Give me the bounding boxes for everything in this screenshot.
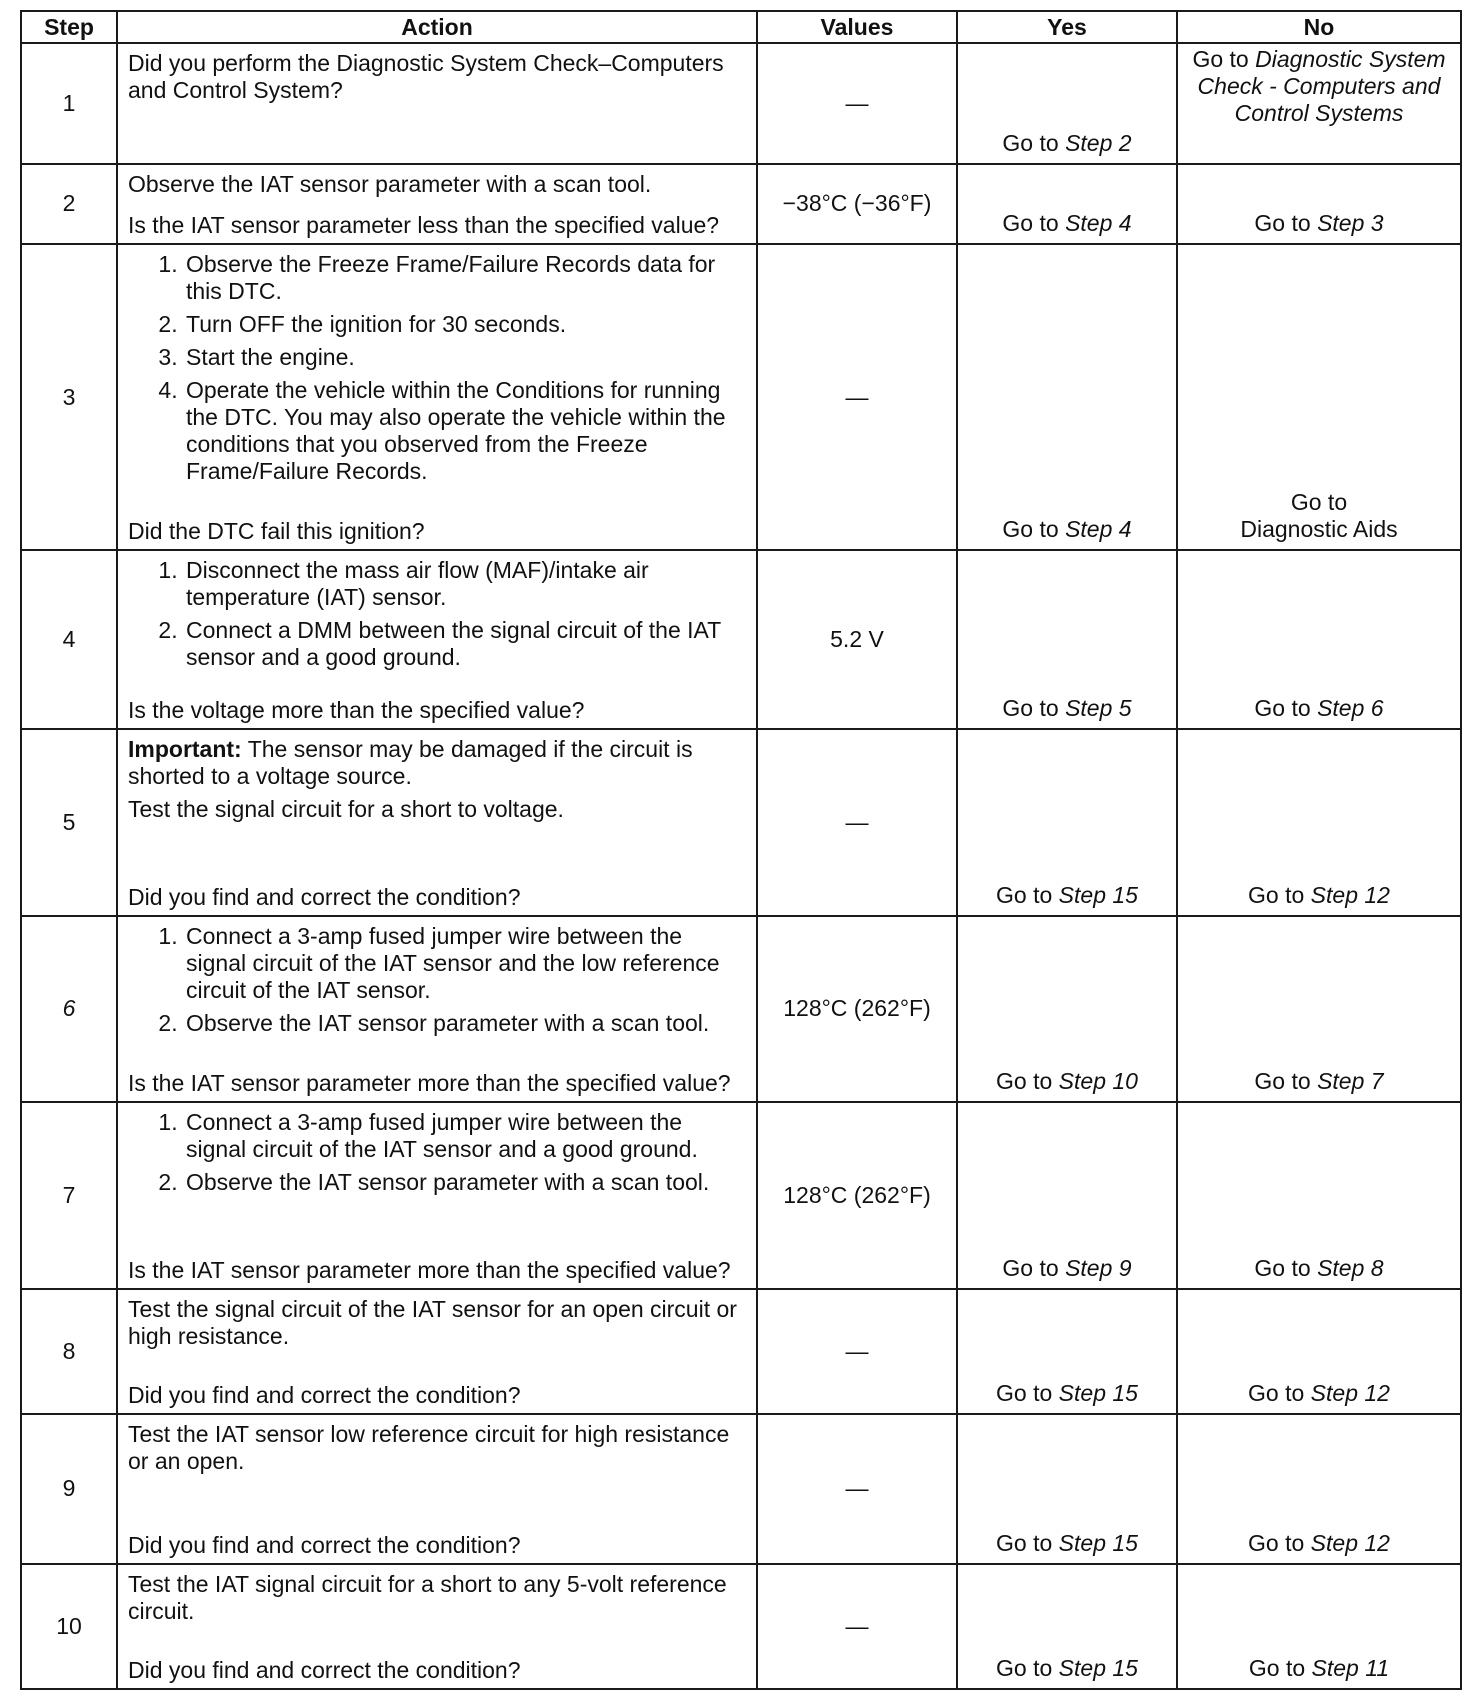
no-goto-text: Go to (1254, 1254, 1318, 1281)
value-cell: −38°C (−36°F) (757, 164, 957, 244)
table-row (21, 916, 1461, 1102)
step-number: 4 (21, 550, 117, 729)
no-cell (1177, 164, 1461, 244)
action-step-item: 2. Connect a DMM between the signal circuit of the IAT sensor and a good ground. (184, 617, 748, 671)
action-step-item: 1. Observe the Freeze Frame/Failure Records data for this DTC. (184, 251, 748, 305)
spacer (128, 204, 748, 212)
no-goto-text: Go to (1248, 1655, 1312, 1681)
yes-goto-text: Go to (996, 1529, 1059, 1556)
header-action: Action (117, 11, 757, 43)
no-goto-link[interactable]: Step 12 (1310, 881, 1390, 908)
action-step-item: 2. Observe the IAT sensor parameter with a scan tool. (184, 1169, 748, 1196)
important-label: Important: (128, 736, 242, 763)
action-steps-list (128, 1109, 748, 1202)
no-cell (1177, 550, 1461, 729)
step-number: 7 (21, 1102, 117, 1288)
yes-goto-link[interactable]: Step 5 (1065, 695, 1132, 722)
no-goto-link[interactable]: Step 11 (1311, 1655, 1390, 1681)
no-goto-link[interactable]: Step 8 (1317, 1254, 1384, 1281)
yes-cell (957, 729, 1177, 915)
table-row (21, 550, 1461, 729)
yes-goto-text: Go to (1002, 129, 1066, 156)
diagnostic-table-sheet (20, 10, 1460, 1690)
no-goto-link[interactable]: Diagnostic System Check - Computers and Control Systems (1197, 46, 1446, 126)
value-cell: — (757, 244, 957, 550)
spacer (128, 829, 748, 883)
yes-goto-text: Go to (996, 1655, 1059, 1681)
important-note (128, 736, 748, 790)
action-step-item: 4. Operate the vehicle within the Conditions for running the DTC. You may also operate the vehicle within the conditions that you observed from the Freeze Frame/Failure Records. (184, 377, 748, 485)
action-steps-list (128, 557, 748, 677)
action-cell (117, 244, 757, 550)
no-goto-link[interactable]: Step 12 (1310, 1379, 1390, 1406)
action-instruction: Observe the IAT sensor parameter with a scan tool. (128, 170, 652, 197)
action-content (128, 1571, 748, 1684)
yes-goto-text: Go to (1002, 1254, 1066, 1281)
value-cell: — (757, 1414, 957, 1564)
table-row (21, 1289, 1461, 1414)
no-goto-link[interactable]: Step 12 (1310, 1529, 1390, 1556)
action-step-item: 1. Connect a 3-amp fused jumper wire between the signal circuit of the IAT sensor and a good ground. (184, 1109, 748, 1163)
no-goto-text: Go to (1290, 489, 1348, 516)
header-yes: Yes (957, 11, 1177, 43)
no-goto-target[interactable]: Diagnostic Aids (1240, 516, 1398, 543)
action-cell (117, 1102, 757, 1288)
no-cell (1177, 916, 1461, 1102)
value-cell: 128°C (262°F) (757, 1102, 957, 1288)
no-cell (1177, 1102, 1461, 1288)
spacer (128, 1631, 748, 1657)
yes-cell (957, 43, 1177, 164)
diagnostic-table (20, 10, 1462, 1690)
yes-goto-link[interactable]: Step 15 (1058, 1529, 1138, 1556)
action-step-item: 2. Turn OFF the ignition for 30 seconds. (184, 311, 748, 338)
action-content (128, 171, 748, 239)
step-number: 8 (21, 1289, 117, 1414)
header-values: Values (757, 11, 957, 43)
yes-cell (957, 1102, 1177, 1288)
table-row (21, 1102, 1461, 1288)
no-goto-text: Go to (1248, 881, 1311, 908)
action-question: Did you find and correct the condition? (128, 1531, 521, 1558)
yes-goto-text: Go to (996, 1379, 1059, 1406)
action-instruction: Test the IAT sensor low reference circuit for high resistance or an open. (128, 1420, 730, 1474)
table-row (21, 244, 1461, 550)
no-cell (1177, 244, 1461, 550)
action-steps-list (128, 923, 748, 1043)
value-cell: — (757, 1564, 957, 1689)
spacer (128, 1481, 748, 1532)
no-goto-link[interactable]: Step 6 (1317, 695, 1384, 722)
action-step-item: 2. Observe the IAT sensor parameter with a scan tool. (184, 1010, 748, 1037)
no-cell (1177, 1289, 1461, 1414)
action-step-item: 3. Start the engine. (184, 344, 748, 371)
step-number: 10 (21, 1564, 117, 1689)
action-content (128, 557, 748, 724)
action-content (128, 1296, 748, 1409)
action-content (128, 50, 748, 159)
yes-goto-link[interactable]: Step 9 (1065, 1254, 1132, 1281)
yes-goto-text: Go to (1002, 516, 1066, 543)
no-goto-text: Go to (1248, 1529, 1311, 1556)
action-cell (117, 1564, 757, 1689)
action-cell (117, 729, 757, 915)
action-content (128, 1109, 748, 1283)
table-row (21, 1414, 1461, 1564)
action-instruction: Did you perform the Diagnostic System Check–Computers and Control System? (128, 50, 724, 103)
action-cell (117, 916, 757, 1102)
action-content (128, 251, 748, 545)
value-cell: — (757, 729, 957, 915)
spacer (128, 1049, 748, 1070)
yes-goto-text: Go to (1002, 695, 1066, 722)
table-row (21, 729, 1461, 915)
value-cell: — (757, 1289, 957, 1414)
header-step: Step (21, 11, 117, 43)
yes-cell (957, 1414, 1177, 1564)
action-content (128, 923, 748, 1097)
spacer (128, 497, 748, 518)
no-cell (1177, 1564, 1461, 1689)
action-question: Is the voltage more than the specified value? (128, 697, 585, 724)
no-goto-text: Go to (1192, 46, 1256, 72)
value-cell: 5.2 V (757, 550, 957, 729)
yes-goto-link[interactable]: Step 10 (1058, 1068, 1138, 1095)
yes-goto-text: Go to (996, 881, 1059, 908)
table-row (21, 1564, 1461, 1689)
yes-goto-link[interactable]: Step 4 (1065, 516, 1132, 543)
yes-goto-text: Go to (996, 1068, 1059, 1095)
no-goto-text: Go to (1254, 1068, 1318, 1095)
action-question: Did you find and correct the condition? (128, 883, 521, 910)
action-question: Is the IAT sensor parameter more than the specified value? (128, 1070, 731, 1097)
step-number: 3 (21, 244, 117, 550)
important-text: The sensor may be damaged if the circuit is shorted to a voltage source. (128, 736, 693, 790)
action-cell (117, 550, 757, 729)
spacer (128, 1356, 748, 1382)
step-number: 9 (21, 1414, 117, 1564)
action-cell (117, 164, 757, 244)
no-goto-link[interactable]: Step 3 (1317, 210, 1384, 237)
yes-cell (957, 164, 1177, 244)
step-number: 5 (21, 729, 117, 915)
yes-cell (957, 1289, 1177, 1414)
yes-goto-link[interactable]: Step 2 (1065, 129, 1132, 156)
action-question: Did the DTC fail this ignition? (128, 518, 425, 545)
action-instruction: Test the signal circuit of the IAT sensor for an open circuit or high resistance. (128, 1295, 737, 1349)
action-cell (117, 1414, 757, 1564)
action-question: Is the IAT sensor parameter more than the specified value? (128, 1256, 731, 1283)
action-question: Is the IAT sensor parameter less than the specified value? (128, 212, 720, 239)
value-cell: 128°C (262°F) (757, 916, 957, 1102)
yes-cell (957, 916, 1177, 1102)
no-goto-text: Go to (1254, 695, 1318, 722)
step-number: 1 (21, 43, 117, 164)
no-goto-text: Go to (1248, 1379, 1311, 1406)
no-goto-text: Go to (1254, 210, 1318, 237)
yes-goto-link[interactable]: Step 15 (1058, 881, 1138, 908)
spacer (128, 1208, 748, 1256)
no-cell (1177, 1414, 1461, 1564)
step-number: 2 (21, 164, 117, 244)
yes-goto-link[interactable]: Step 15 (1058, 1655, 1138, 1681)
yes-cell (957, 244, 1177, 550)
yes-goto-link[interactable]: Step 15 (1058, 1379, 1138, 1406)
action-instruction: Test the signal circuit for a short to voltage. (128, 796, 564, 823)
action-steps-list (128, 251, 748, 491)
action-cell (117, 43, 757, 164)
action-question: Did you find and correct the condition? (128, 1381, 521, 1408)
table-row (21, 43, 1461, 164)
action-step-item: 1. Disconnect the mass air flow (MAF)/intake air temperature (IAT) sensor. (184, 557, 748, 611)
yes-cell (957, 1564, 1177, 1689)
action-content (128, 1421, 748, 1559)
step-number: 6 (21, 916, 117, 1102)
yes-goto-text: Go to (1002, 210, 1066, 237)
table-header-row (21, 11, 1461, 43)
spacer (128, 683, 748, 697)
action-content (128, 736, 748, 910)
table-row (21, 164, 1461, 244)
action-question: Did you find and correct the condition? (128, 1657, 521, 1683)
yes-cell (957, 550, 1177, 729)
header-no: No (1177, 11, 1461, 43)
action-step-item: 1. Connect a 3-amp fused jumper wire between the signal circuit of the IAT sensor and the low reference circuit of the IAT sensor. (184, 923, 748, 1004)
action-instruction: Test the IAT signal circuit for a short to any 5-volt reference circuit. (128, 1570, 727, 1624)
yes-goto-link[interactable]: Step 4 (1065, 210, 1132, 237)
spacer (128, 110, 748, 159)
no-goto-link[interactable]: Step 7 (1317, 1068, 1384, 1095)
action-cell (117, 1289, 757, 1414)
no-cell (1177, 729, 1461, 915)
value-cell: — (757, 43, 957, 164)
no-cell (1177, 43, 1461, 164)
